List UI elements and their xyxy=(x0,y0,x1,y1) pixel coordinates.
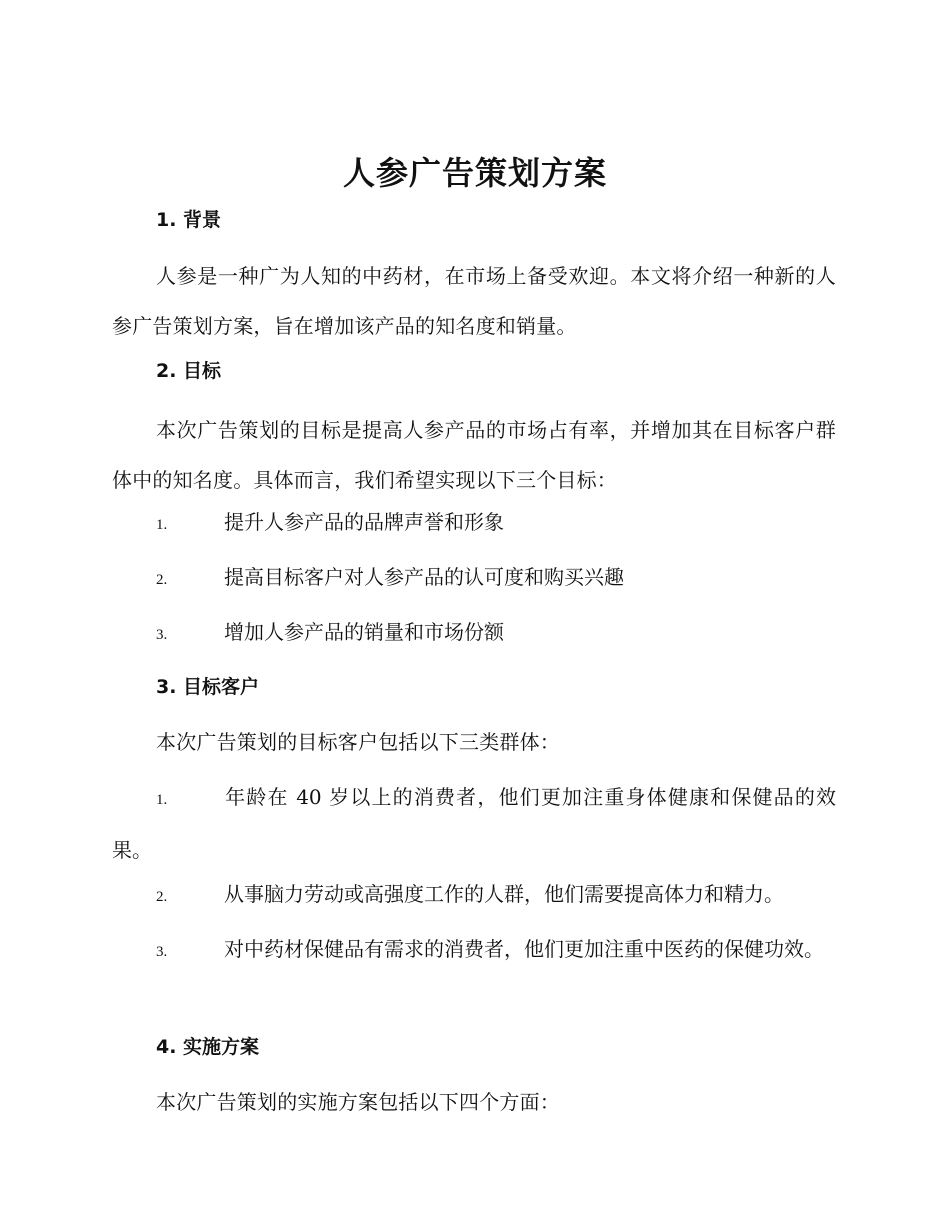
list-number: 1. xyxy=(156,792,168,808)
list-number: 3. xyxy=(156,944,168,960)
list-item-text: 提升人参产品的品牌声誉和形象 xyxy=(224,510,504,534)
paragraph-background: 人参是一种广为人知的中药材，在市场上备受欢迎。本文将介绍一种新的人参广告策划方案，旨在增加该产品的知名度和销量。 xyxy=(112,264,836,338)
list-item-text: 从事脑力劳动或高强度工作的人群，他们需要提高体力和精力。 xyxy=(224,882,784,906)
list-item-text: 对中药材保健品有需求的消费者，他们更加注重中医药的保健功效。 xyxy=(224,937,824,961)
list-item xyxy=(112,869,836,922)
section-heading-target-customers: 3. 目标客户 xyxy=(156,676,260,698)
list-item-text: 提高目标客户对人参产品的认可度和购买兴趣 xyxy=(224,565,624,589)
list-item-text: 年龄在 40 岁以上的消费者，他们更加注重身体健康和保健品的效果。 xyxy=(112,785,836,862)
list-item xyxy=(112,607,836,660)
list-number: 1. xyxy=(156,517,168,533)
section-heading-goals: 2. 目标 xyxy=(156,360,222,382)
list-number: 3. xyxy=(156,627,168,643)
section-heading-background: 1. 背景 xyxy=(156,209,222,231)
paragraph-goals: 本次广告策划的目标是提高人参产品的市场占有率，并增加其在目标客户群体中的知名度。具体而言，我们希望实现以下三个目标： xyxy=(112,418,836,492)
list-item xyxy=(112,497,836,550)
list-item xyxy=(112,924,836,977)
paragraph-target-customers: 本次广告策划的目标客户包括以下三类群体： xyxy=(156,730,560,754)
list-item xyxy=(112,772,836,875)
list-number: 2. xyxy=(156,572,168,588)
paragraph-implementation: 本次广告策划的实施方案包括以下四个方面： xyxy=(156,1090,560,1114)
section-heading-implementation: 4. 实施方案 xyxy=(156,1036,260,1058)
document-title: 人参广告策划方案 xyxy=(342,154,607,192)
list-item-text: 增加人参产品的销量和市场份额 xyxy=(224,620,504,644)
list-number: 2. xyxy=(156,889,168,905)
list-item xyxy=(112,552,836,605)
